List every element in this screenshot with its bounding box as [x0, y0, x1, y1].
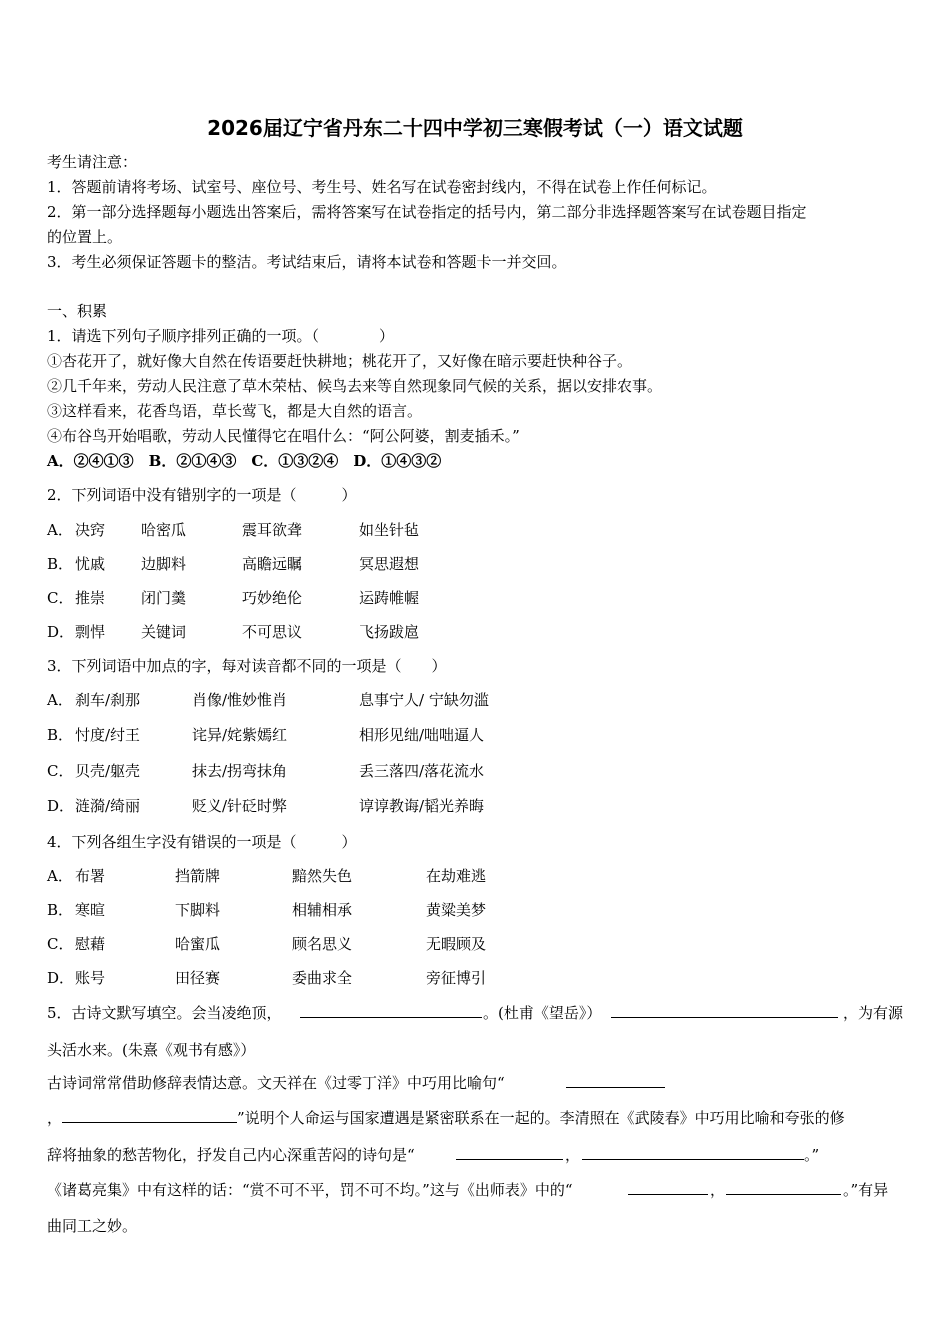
- option-word: 在劫难逃: [426, 867, 487, 885]
- option-label: B．: [47, 555, 74, 573]
- option-word: 丢三落四/落花流水: [359, 762, 485, 780]
- q5-text: ，: [565, 1146, 581, 1164]
- option-word: 抹去/拐弯抹角: [192, 762, 288, 780]
- option-word: 冥思遐想: [359, 555, 420, 573]
- option-label: A．: [47, 867, 73, 885]
- exam-title: 2026届辽宁省丹东二十四中学初三寒假考试（一）语文试题: [207, 116, 743, 140]
- option-word: 相辅相承: [292, 901, 353, 919]
- option-label: B．: [47, 726, 74, 744]
- q1-sentence-1: ①杏花开了，就好像大自然在传语要赶快耕地；桃花开了，又好像在暗示要赶快种谷子。: [47, 352, 633, 370]
- option-word: 哈密瓜: [141, 521, 187, 539]
- answer-blank[interactable]: [300, 1017, 482, 1018]
- answer-blank[interactable]: [726, 1194, 841, 1195]
- answer-blank[interactable]: [611, 1017, 838, 1018]
- q1-stem: 1．请选下列句子顺序排列正确的一项。（ ）: [47, 327, 395, 345]
- option-word: 黄粱美梦: [426, 901, 487, 919]
- option-word: 忧戚: [75, 555, 106, 573]
- q5-text: 头活水来。(朱熹《观书有感》）: [47, 1041, 256, 1059]
- q3-stem: 3．下列词语中加点的字，每对读音都不同的一项是（ ）: [47, 657, 447, 675]
- option-word: 挡箭牌: [175, 867, 221, 885]
- q5-text: ”说明个人命运与国家遭遇是紧密联系在一起的。李清照在《武陵春》中巧用比喻和夸张的修: [237, 1109, 845, 1127]
- option-word: 如坐针毡: [359, 521, 420, 539]
- q1-sentence-4: ④布谷鸟开始唱歌，劳动人民懂得它在唱什么：“阿公阿婆，割麦插禾。”: [47, 427, 520, 445]
- option-word: 委曲求全: [292, 969, 353, 987]
- q5-text: ，: [47, 1109, 63, 1127]
- answer-blank[interactable]: [566, 1087, 665, 1088]
- option-label: A．: [47, 691, 73, 709]
- option-word: 贝壳/躯壳: [75, 762, 141, 780]
- option-word: 黯然失色: [292, 867, 353, 885]
- option-word: 息事宁人/ 宁缺勿滥: [359, 691, 489, 709]
- q5-text: 。(杜甫《望岳》）: [483, 1004, 602, 1022]
- q5-text: 。”: [804, 1146, 820, 1164]
- option-word: 田径赛: [175, 969, 221, 987]
- q2-stem: 2．下列词语中没有错别字的一项是（ ）: [47, 486, 357, 504]
- notice-item-1: 1．答题前请将考场、试室号、座位号、考生号、姓名写在试卷密封线内，不得在试卷上作任何标记。: [47, 178, 717, 196]
- q5-text: ，: [710, 1181, 726, 1199]
- option-word: 闭门羹: [141, 589, 187, 607]
- option-word: 贬义/针砭时弊: [192, 797, 288, 815]
- option-word: 谆谆教诲/韬光养晦: [359, 797, 485, 815]
- option-word: 推崇: [75, 589, 106, 607]
- option-word: 震耳欲聋: [242, 521, 303, 539]
- option-label: A．: [47, 521, 73, 539]
- section-heading: 一、积累: [47, 302, 108, 320]
- option-word: 诧异/姹紫嫣红: [192, 726, 288, 744]
- q5-text: 《诸葛亮集》中有这样的话：“赏不可不平，罚不可不均。”这与《出师表》中的“: [47, 1181, 573, 1199]
- q1-sentence-3: ③这样看来，花香鸟语，草长莺飞，都是大自然的语言。: [47, 402, 423, 420]
- option-word: 无暇顾及: [426, 935, 487, 953]
- option-word: 忖度/纣王: [75, 726, 141, 744]
- option-word: 边脚料: [141, 555, 187, 573]
- option-word: 运踌帷幄: [359, 589, 420, 607]
- q5-text: 辞将抽象的愁苦物化，抒发自己内心深重苦闷的诗句是“: [47, 1146, 415, 1164]
- notice-item-2: 2．第一部分选择题每小题选出答案后，需将答案写在试卷指定的括号内，第二部分非选择题答案写在试卷题目指定: [47, 203, 807, 221]
- q1-options: A．②④①③ B．②①④③ C．①③②④ D．①④③②: [47, 452, 442, 470]
- notice-heading: 考生请注意：: [47, 153, 138, 171]
- q5-text: 5．古诗文默写填空。会当凌绝顶，: [47, 1004, 282, 1022]
- answer-blank[interactable]: [62, 1122, 237, 1123]
- option-word: 相形见绌/咄咄逼人: [359, 726, 485, 744]
- notice-item-2-cont: 的位置上。: [47, 228, 123, 246]
- q4-stem: 4．下列各组生字没有错误的一项是（ ）: [47, 833, 357, 851]
- option-word: 慰藉: [75, 935, 106, 953]
- q5-text: 曲同工之妙。: [47, 1217, 138, 1235]
- option-word: 刹车/刹那: [75, 691, 141, 709]
- option-word: 布署: [75, 867, 106, 885]
- option-label: D．: [47, 797, 75, 815]
- option-label: C．: [47, 762, 74, 780]
- option-word: 高瞻远瞩: [242, 555, 303, 573]
- notice-item-3: 3．考生必须保证答题卡的整洁。考试结束后，请将本试卷和答题卡一并交回。: [47, 253, 567, 271]
- option-label: D．: [47, 969, 75, 987]
- option-label: C．: [47, 935, 74, 953]
- option-word: 顾名思义: [292, 935, 353, 953]
- option-word: 巧妙绝伦: [242, 589, 303, 607]
- option-label: B．: [47, 901, 74, 919]
- q5-text: 古诗词常常借助修辞表情达意。文天祥在《过零丁洋》中巧用比喻句“: [47, 1074, 505, 1092]
- option-word: 剽悍: [75, 623, 106, 641]
- option-word: 哈蜜瓜: [175, 935, 221, 953]
- q5-text: ，为有源: [843, 1004, 904, 1022]
- option-word: 关键词: [141, 623, 187, 641]
- option-label: D．: [47, 623, 75, 641]
- option-word: 账号: [75, 969, 106, 987]
- option-word: 下脚料: [175, 901, 221, 919]
- option-label: C．: [47, 589, 74, 607]
- option-word: 飞扬跋扈: [359, 623, 420, 641]
- option-word: 不可思议: [242, 623, 303, 641]
- q5-text: 。”有异: [843, 1181, 889, 1199]
- answer-blank[interactable]: [456, 1159, 563, 1160]
- q1-sentence-2: ②几千年来，劳动人民注意了草木荣枯、候鸟去来等自然现象同气候的关系，据以安排农事。: [47, 377, 663, 395]
- option-word: 旁征博引: [426, 969, 487, 987]
- option-word: 寒暄: [75, 901, 106, 919]
- option-word: 决窍: [75, 521, 106, 539]
- option-word: 涟漪/绮丽: [75, 797, 141, 815]
- answer-blank[interactable]: [628, 1194, 708, 1195]
- option-word: 肖像/惟妙惟肖: [192, 691, 288, 709]
- answer-blank[interactable]: [582, 1159, 804, 1160]
